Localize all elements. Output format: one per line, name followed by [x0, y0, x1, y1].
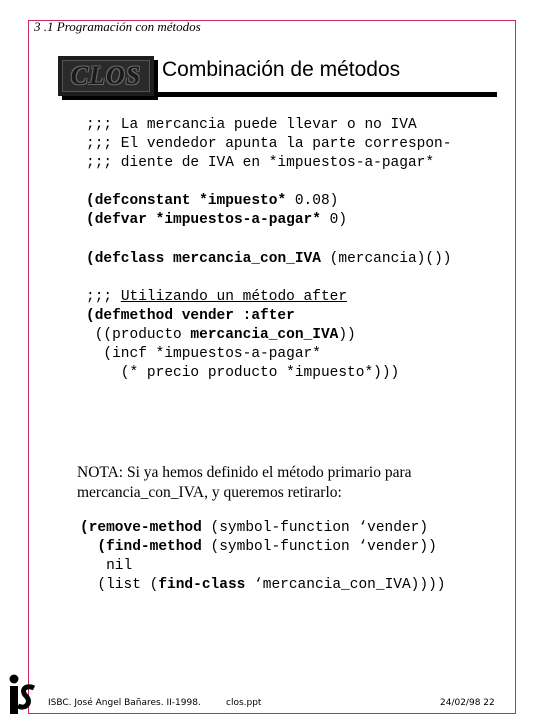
code-class-name: mercancia_con_IVA [190, 327, 339, 343]
code-class-name: mercancia_con_IVA [173, 251, 321, 267]
code-defclass [86, 250, 452, 269]
code-line: nil [80, 558, 133, 574]
footer-credit: ISBC. José Angel Bañares. II-1998. [48, 698, 201, 708]
code-line-pre: ((producto [86, 327, 191, 343]
code-line: (defmethod vender :after [86, 308, 295, 324]
code-remove-method [80, 519, 445, 595]
code-line: ;;; El vendedor apunta la parte correspon- [86, 136, 452, 152]
code-comments [86, 116, 451, 173]
code-comment-underlined: Utilizando un método after [120, 289, 348, 305]
code-line: ;;; diente de IVA en *impuestos-a-pagar* [86, 155, 435, 171]
code-keyword: (defconstant [86, 193, 191, 209]
code-keyword: (find-method [80, 539, 202, 555]
title-underline [158, 92, 497, 97]
code-value: 0.08) [294, 193, 339, 209]
code-comment-prefix: ;;; [86, 289, 121, 305]
code-line-post: ‘mercancia_con_IVA)))) [245, 577, 446, 593]
code-line: ;;; La mercancia puede llevar o no IVA [86, 117, 417, 133]
code-definitions [86, 192, 347, 230]
code-rest: (mercancia)()) [329, 251, 452, 267]
code-symbol: *impuestos-a-pagar* [155, 212, 321, 228]
footer-filename: clos.ppt [226, 698, 262, 708]
code-line-post: )) [338, 327, 356, 343]
note-text: NOTA: Si ya hemos definido el método primario para mercancia_con_IVA, y queremos retirarlo: [77, 464, 412, 501]
code-line: (* precio producto *impuesto*))) [86, 365, 400, 381]
isbc-logo-icon [4, 672, 40, 718]
code-keyword: (remove-method [80, 520, 202, 536]
code-rest: (symbol-function ‘vender) [201, 520, 429, 536]
section-label: 3 .1 Programación con métodos [34, 19, 201, 34]
clos-logo-text: CLOS [62, 60, 150, 92]
code-line: (incf *impuestos-a-pagar* [86, 346, 321, 362]
code-defmethod [86, 288, 399, 383]
clos-logo [58, 56, 154, 96]
code-value: 0) [329, 212, 348, 228]
code-symbol: *impuesto* [199, 193, 287, 209]
code-line-pre: (list ( [80, 577, 159, 593]
code-keyword: (defclass [86, 251, 165, 267]
code-keyword: (defvar [86, 212, 147, 228]
code-keyword: find-class [158, 577, 246, 593]
footer-date-page: 24/02/98 22 [440, 698, 495, 708]
code-rest: (symbol-function ‘vender)) [201, 539, 437, 555]
slide-title: Combinación de métodos [162, 58, 401, 81]
